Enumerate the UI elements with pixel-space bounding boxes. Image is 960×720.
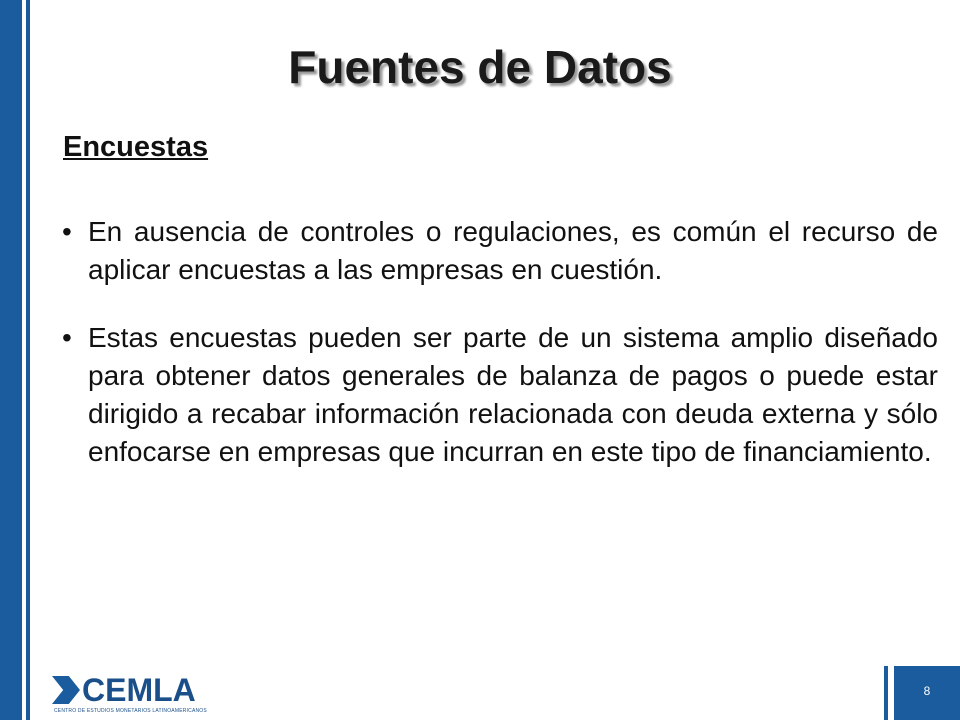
section-heading: Encuestas [63,131,209,163]
cemla-logo [52,672,222,716]
bullet-item: • Estas encuestas pueden ser parte de un sistema amplio diseñado para obtener datos generales de balanza de pagos o puede estar dirigido a recabar información relacionada con deuda externa y sólo enfocarse en empresas que incurran en este tipo de financiamiento. [58,319,938,471]
slide-title: Fuentes de Datos [288,41,672,93]
left-accent-line [26,0,30,720]
cemla-logo-mark-icon [52,676,80,704]
logo-tagline: CENTRO DE ESTUDIOS MONETARIOS LATINOAMERICANOS [54,708,207,714]
footer-accent-line [884,666,888,720]
bullet-item: • En ausencia de controles o regulaciones, es común el recurso de aplicar encuestas a las empresas en cuestión. [58,213,938,289]
page-number: 8 [923,684,931,698]
left-accent-bar [0,0,22,720]
logo-name: CEMLA [82,672,196,708]
bullet-list [58,213,938,501]
